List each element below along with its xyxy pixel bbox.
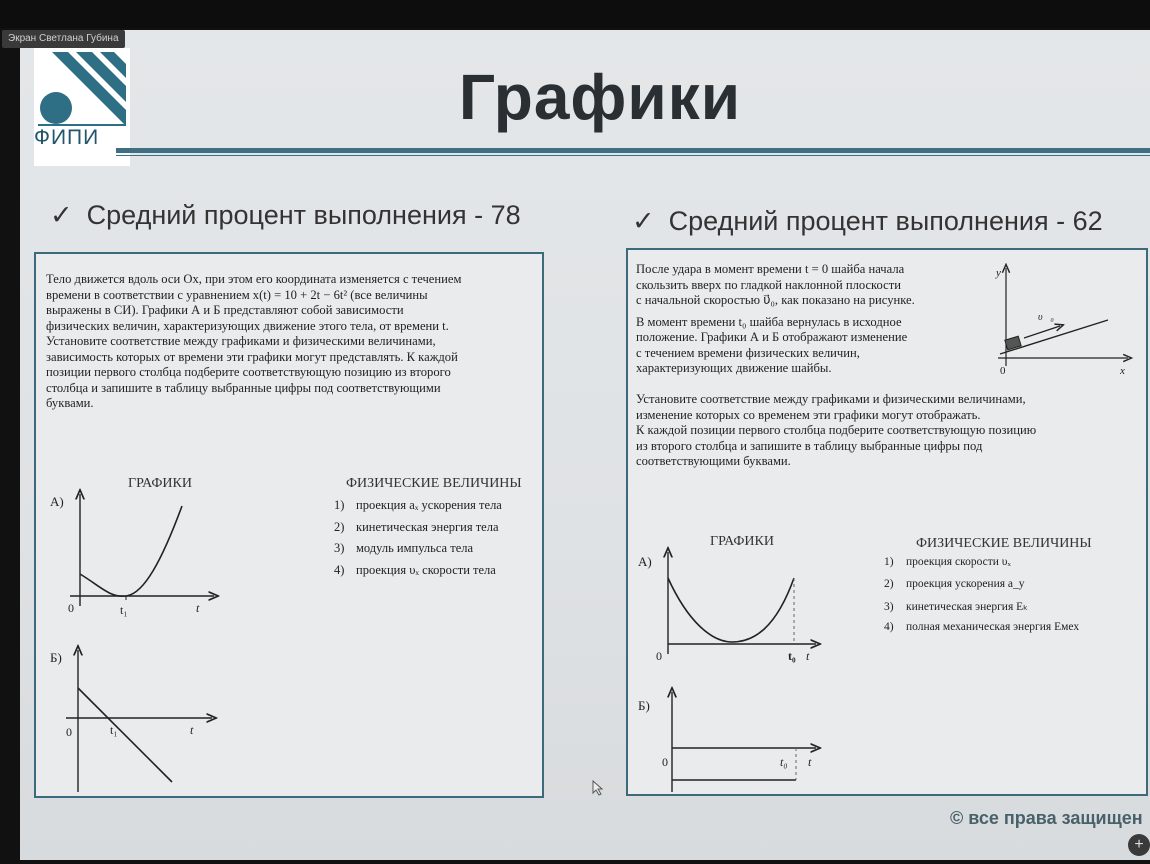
list-item: 3) модуль импульса тела <box>334 541 474 555</box>
graph-a-axis-label: t <box>196 601 200 615</box>
right-task-text-wide <box>636 392 1136 470</box>
task-line: Установите соответствие между графиками и физическими величинами, <box>46 334 436 348</box>
task-line: Установите соответствие между графиками и физическими величинами, <box>636 392 1026 406</box>
presentation-slide <box>20 30 1150 860</box>
graph-b-letter: Б) <box>50 650 62 665</box>
svg-text:t₀: t₀ <box>780 755 788 769</box>
svg-text:t: t <box>806 649 810 663</box>
left-task-box <box>34 252 544 798</box>
quantities-label: ФИЗИЧЕСКИЕ ВЕЛИЧИНЫ <box>346 476 522 491</box>
left-heading <box>50 200 521 231</box>
svg-text:t₀: t₀ <box>788 649 796 663</box>
task-line: После удара в момент времени t = 0 шайба начала <box>636 262 905 276</box>
task-line: выражены в СИ). Графики А и Б представляют собой зависимости <box>46 303 404 317</box>
svg-text:υ⃗₀: υ⃗₀ <box>1038 312 1054 323</box>
graph-b-origin: 0 <box>66 725 72 739</box>
graph-a-letter: А) <box>638 554 652 569</box>
task-line: соответствующими буквами. <box>636 454 791 468</box>
graph-b-tick: t₁ <box>110 723 118 737</box>
right-task-text-narrow <box>636 262 980 377</box>
logo-text: ФИПИ <box>34 126 100 149</box>
screen-share-label: Экран Светлана Губина <box>2 30 125 48</box>
svg-text:y: y <box>996 267 1001 279</box>
graph-a <box>654 548 824 678</box>
list-item: 2) кинетическая энергия тела <box>334 519 499 534</box>
header-divider <box>116 148 1150 153</box>
task-line: физических величин, характеризующих движение этого тела, от времени t. <box>46 318 449 333</box>
incline-figure <box>988 262 1138 382</box>
expand-button[interactable]: + <box>1128 834 1150 856</box>
graph-b <box>62 646 222 796</box>
task-line: скользить вверх по гладкой наклонной плоскости <box>636 277 901 292</box>
checkmark-icon: ✓ <box>632 206 655 236</box>
graph-a-origin: 0 <box>68 601 74 615</box>
list-item: 2) проекция ускорения a_y <box>884 577 1025 590</box>
quantities-list <box>884 556 1079 642</box>
copyright-footer: © все права защищен <box>950 808 1143 828</box>
task-line: буквами. <box>46 396 94 410</box>
task-line: зависимость которых от времени эти графики могут представлять. К каждой <box>46 349 458 364</box>
task-line: позиции первого столбца подберите соответствующую позицию из второго <box>46 365 451 379</box>
top-bar <box>0 0 1150 28</box>
list-item: 1) проекция скорости υₓ <box>884 556 1011 568</box>
task-line: времени в соответствии с уравнением x(t) = 10 + 2t − 6t² (все величины <box>46 287 428 302</box>
graph-a-curve <box>668 578 794 642</box>
list-item: 4) проекция υₓ скорости тела <box>334 562 496 577</box>
svg-text:0: 0 <box>656 649 662 663</box>
task-line: столбца и запишите в таблицу выбранные цифры под соответствующими <box>46 380 441 395</box>
mouse-cursor-icon <box>592 780 604 796</box>
list-item: 4) полная механическая энергия Eмех <box>884 620 1080 633</box>
list-item: 1) проекция aₓ ускорения тела <box>334 498 502 512</box>
task-line: К каждой позиции первого столбца подберите соответствующую позицию <box>636 423 1037 437</box>
task-line: В момент времени t₀ шайба вернулась в исходное <box>636 314 902 329</box>
left-task-text <box>46 272 534 412</box>
svg-text:x: x <box>1120 365 1125 377</box>
svg-text:0: 0 <box>662 755 668 769</box>
slide-title: Графики <box>458 61 742 133</box>
graph-b-letter: Б) <box>638 698 650 713</box>
graph-b <box>654 688 824 796</box>
graphs-label: ГРАФИКИ <box>710 534 774 549</box>
right-task-box <box>626 248 1148 796</box>
graph-b-line <box>78 688 172 782</box>
graph-a-curve <box>80 506 182 596</box>
graphs-label: ГРАФИКИ <box>128 476 192 491</box>
left-heading-text: Средний процент выполнения - 78 <box>86 200 521 230</box>
task-line: Тело движется вдоль оси Ox, при этом его координата изменяется с течением <box>46 272 462 286</box>
task-line: из второго столбца и запишите в таблицу выбранные цифры под <box>636 438 983 453</box>
graph-b-axis-label: t <box>190 723 194 737</box>
right-heading <box>632 206 1103 237</box>
quantities-list <box>334 498 502 584</box>
checkmark-icon: ✓ <box>50 200 73 230</box>
header-divider-thin <box>116 155 1150 156</box>
graph-a-tick: t₁ <box>120 603 128 617</box>
task-line: характеризующих движение шайбы. <box>636 361 832 375</box>
task-line: с течением времени физических величин, <box>636 345 860 360</box>
task-line: изменение которых со временем эти графики могут отображать. <box>636 407 981 422</box>
graph-a <box>64 490 224 630</box>
list-item: 3) кинетическая энергия Eₖ <box>884 601 1029 613</box>
task-line: с начальной скоростью υ⃗₀, как показано на рисунке. <box>636 293 915 307</box>
svg-text:0: 0 <box>1000 365 1006 377</box>
svg-text:t: t <box>808 755 812 769</box>
task-line: положение. Графики А и Б отображают изменение <box>636 330 908 344</box>
graph-a-letter: А) <box>50 494 64 509</box>
right-heading-text: Средний процент выполнения - 62 <box>668 206 1103 236</box>
quantities-label: ФИЗИЧЕСКИЕ ВЕЛИЧИНЫ <box>916 536 1092 551</box>
